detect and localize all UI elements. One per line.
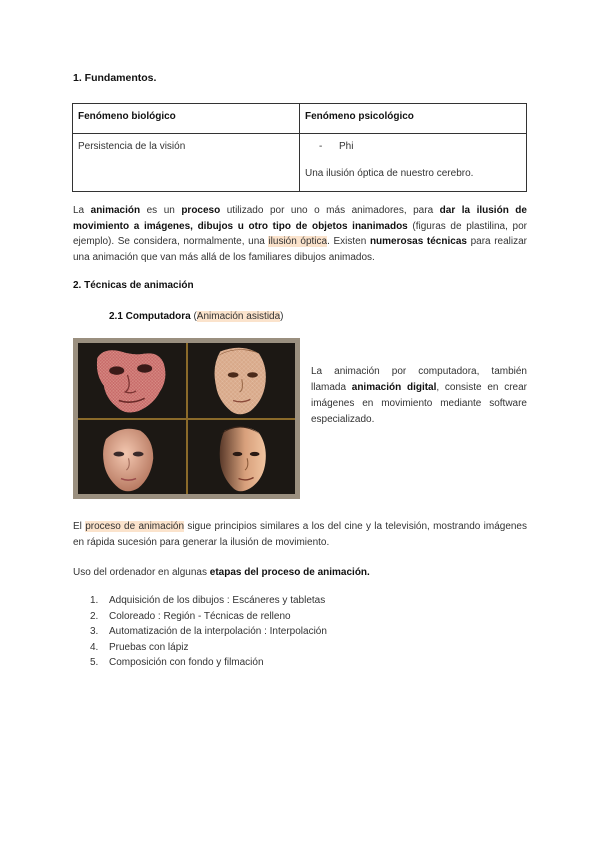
bold-term-tecnicas: numerosas técnicas: [369, 236, 467, 247]
text-run: , consiste en crear imágenes en movimiento mediante software especializado.: [311, 382, 527, 425]
text-run: Uso del ordenador en algunas: [73, 567, 210, 578]
figure-panel-shaded-face: [78, 420, 186, 495]
text-run: (figuras de plastilina, por ejemplo). Se considera, normalmente, una: [73, 220, 527, 247]
list-text: Composición con fondo y filmación: [109, 657, 264, 668]
list-number: 1.: [90, 595, 99, 606]
bold-term-animacion: animación: [90, 205, 141, 216]
phi-description: Una ilusión óptica de nuestro cerebro.: [305, 168, 474, 179]
paren-close: ): [280, 311, 284, 322]
bold-phrase-ilusion-movimiento: dar la ilusión de movimiento a imágenes, dibujos u otro tipo de objetos inanimados: [73, 205, 527, 232]
phi-label: Phi: [339, 141, 354, 152]
figure-panel-textured-face: [188, 343, 296, 418]
paragraph-proceso-animacion: [73, 519, 527, 550]
figure-panel-lit-face: [188, 420, 296, 495]
paragraph-animacion-digital: [311, 364, 527, 428]
text-run: La: [73, 205, 91, 216]
bullet-dash: -: [319, 141, 323, 152]
figure-grid: [78, 343, 295, 494]
figure-panel-wireframe-mask: [78, 343, 186, 418]
wireframe-mask-image: [78, 343, 186, 418]
paragraph-uso-ordenador: [73, 567, 370, 578]
subsection-heading-computadora: [109, 311, 284, 322]
list-item: [90, 640, 327, 656]
text-run: sigue principios similares a los del cine y la televisión, mostrando imágenes en rápida sucesión para generar la ilusión de movimiento.: [73, 521, 527, 548]
list-item: [90, 609, 327, 625]
bold-term-animacion-digital: animación digital: [351, 382, 437, 393]
text-run: La animación por computadora, también llamada: [311, 366, 527, 393]
phenomena-table: [72, 103, 527, 192]
text-run: utilizado por uno o más animadores, para: [220, 205, 440, 216]
subsection-bold: 2.1 Computadora: [109, 311, 191, 322]
text-run: El: [73, 521, 86, 532]
table-header-biological: Fenómeno biológico: [73, 104, 300, 134]
table-row: [73, 134, 527, 192]
bold-term-proceso: proceso: [181, 205, 221, 216]
section-heading-fundamentos: 1. Fundamentos.: [73, 72, 157, 84]
paren-open: (: [190, 311, 197, 322]
highlight-proceso-animacion: proceso de animación: [85, 521, 185, 532]
table-header-psychological: Fenómeno psicológico: [300, 104, 527, 134]
text-run: . Existen: [327, 236, 370, 247]
shaded-face-image: [78, 420, 186, 495]
table-cell-phi: [300, 134, 527, 192]
list-item: [90, 655, 327, 671]
list-text: Automatización de la interpolación : Interpolación: [109, 626, 327, 637]
process-steps-list: [90, 593, 327, 671]
bold-phrase-etapas: etapas del proceso de animación.: [209, 567, 370, 578]
list-number: 4.: [90, 641, 99, 653]
list-text: Adquisición de los dibujos : Escáneres y tabletas: [109, 595, 326, 606]
list-number: 5.: [90, 657, 99, 668]
list-number: 3.: [90, 626, 99, 637]
face-render-figure: [73, 338, 300, 499]
list-number: 2.: [90, 610, 99, 622]
list-text: Pruebas con lápiz: [109, 641, 189, 653]
list-text: Coloreado : Región - Técnicas de relleno: [109, 610, 291, 622]
highlight-animacion-asistida: Animación asistida: [196, 311, 281, 322]
phi-bullet: [305, 141, 521, 152]
list-item: [90, 593, 327, 609]
table-header-row: [73, 104, 527, 134]
section-heading-tecnicas: 2. Técnicas de animación: [73, 280, 194, 291]
list-item: [90, 624, 327, 640]
text-run: para realizar una animación que van más allá de los familiares dibujos animados.: [73, 236, 528, 263]
lit-face-image: [188, 420, 296, 495]
highlight-ilusion-optica: ilusión óptica: [268, 236, 328, 247]
paragraph-animation-definition: [73, 203, 527, 265]
text-run: es un: [140, 205, 182, 216]
table-cell-vision: Persistencia de la visión: [73, 134, 300, 192]
textured-face-image: [188, 343, 296, 418]
